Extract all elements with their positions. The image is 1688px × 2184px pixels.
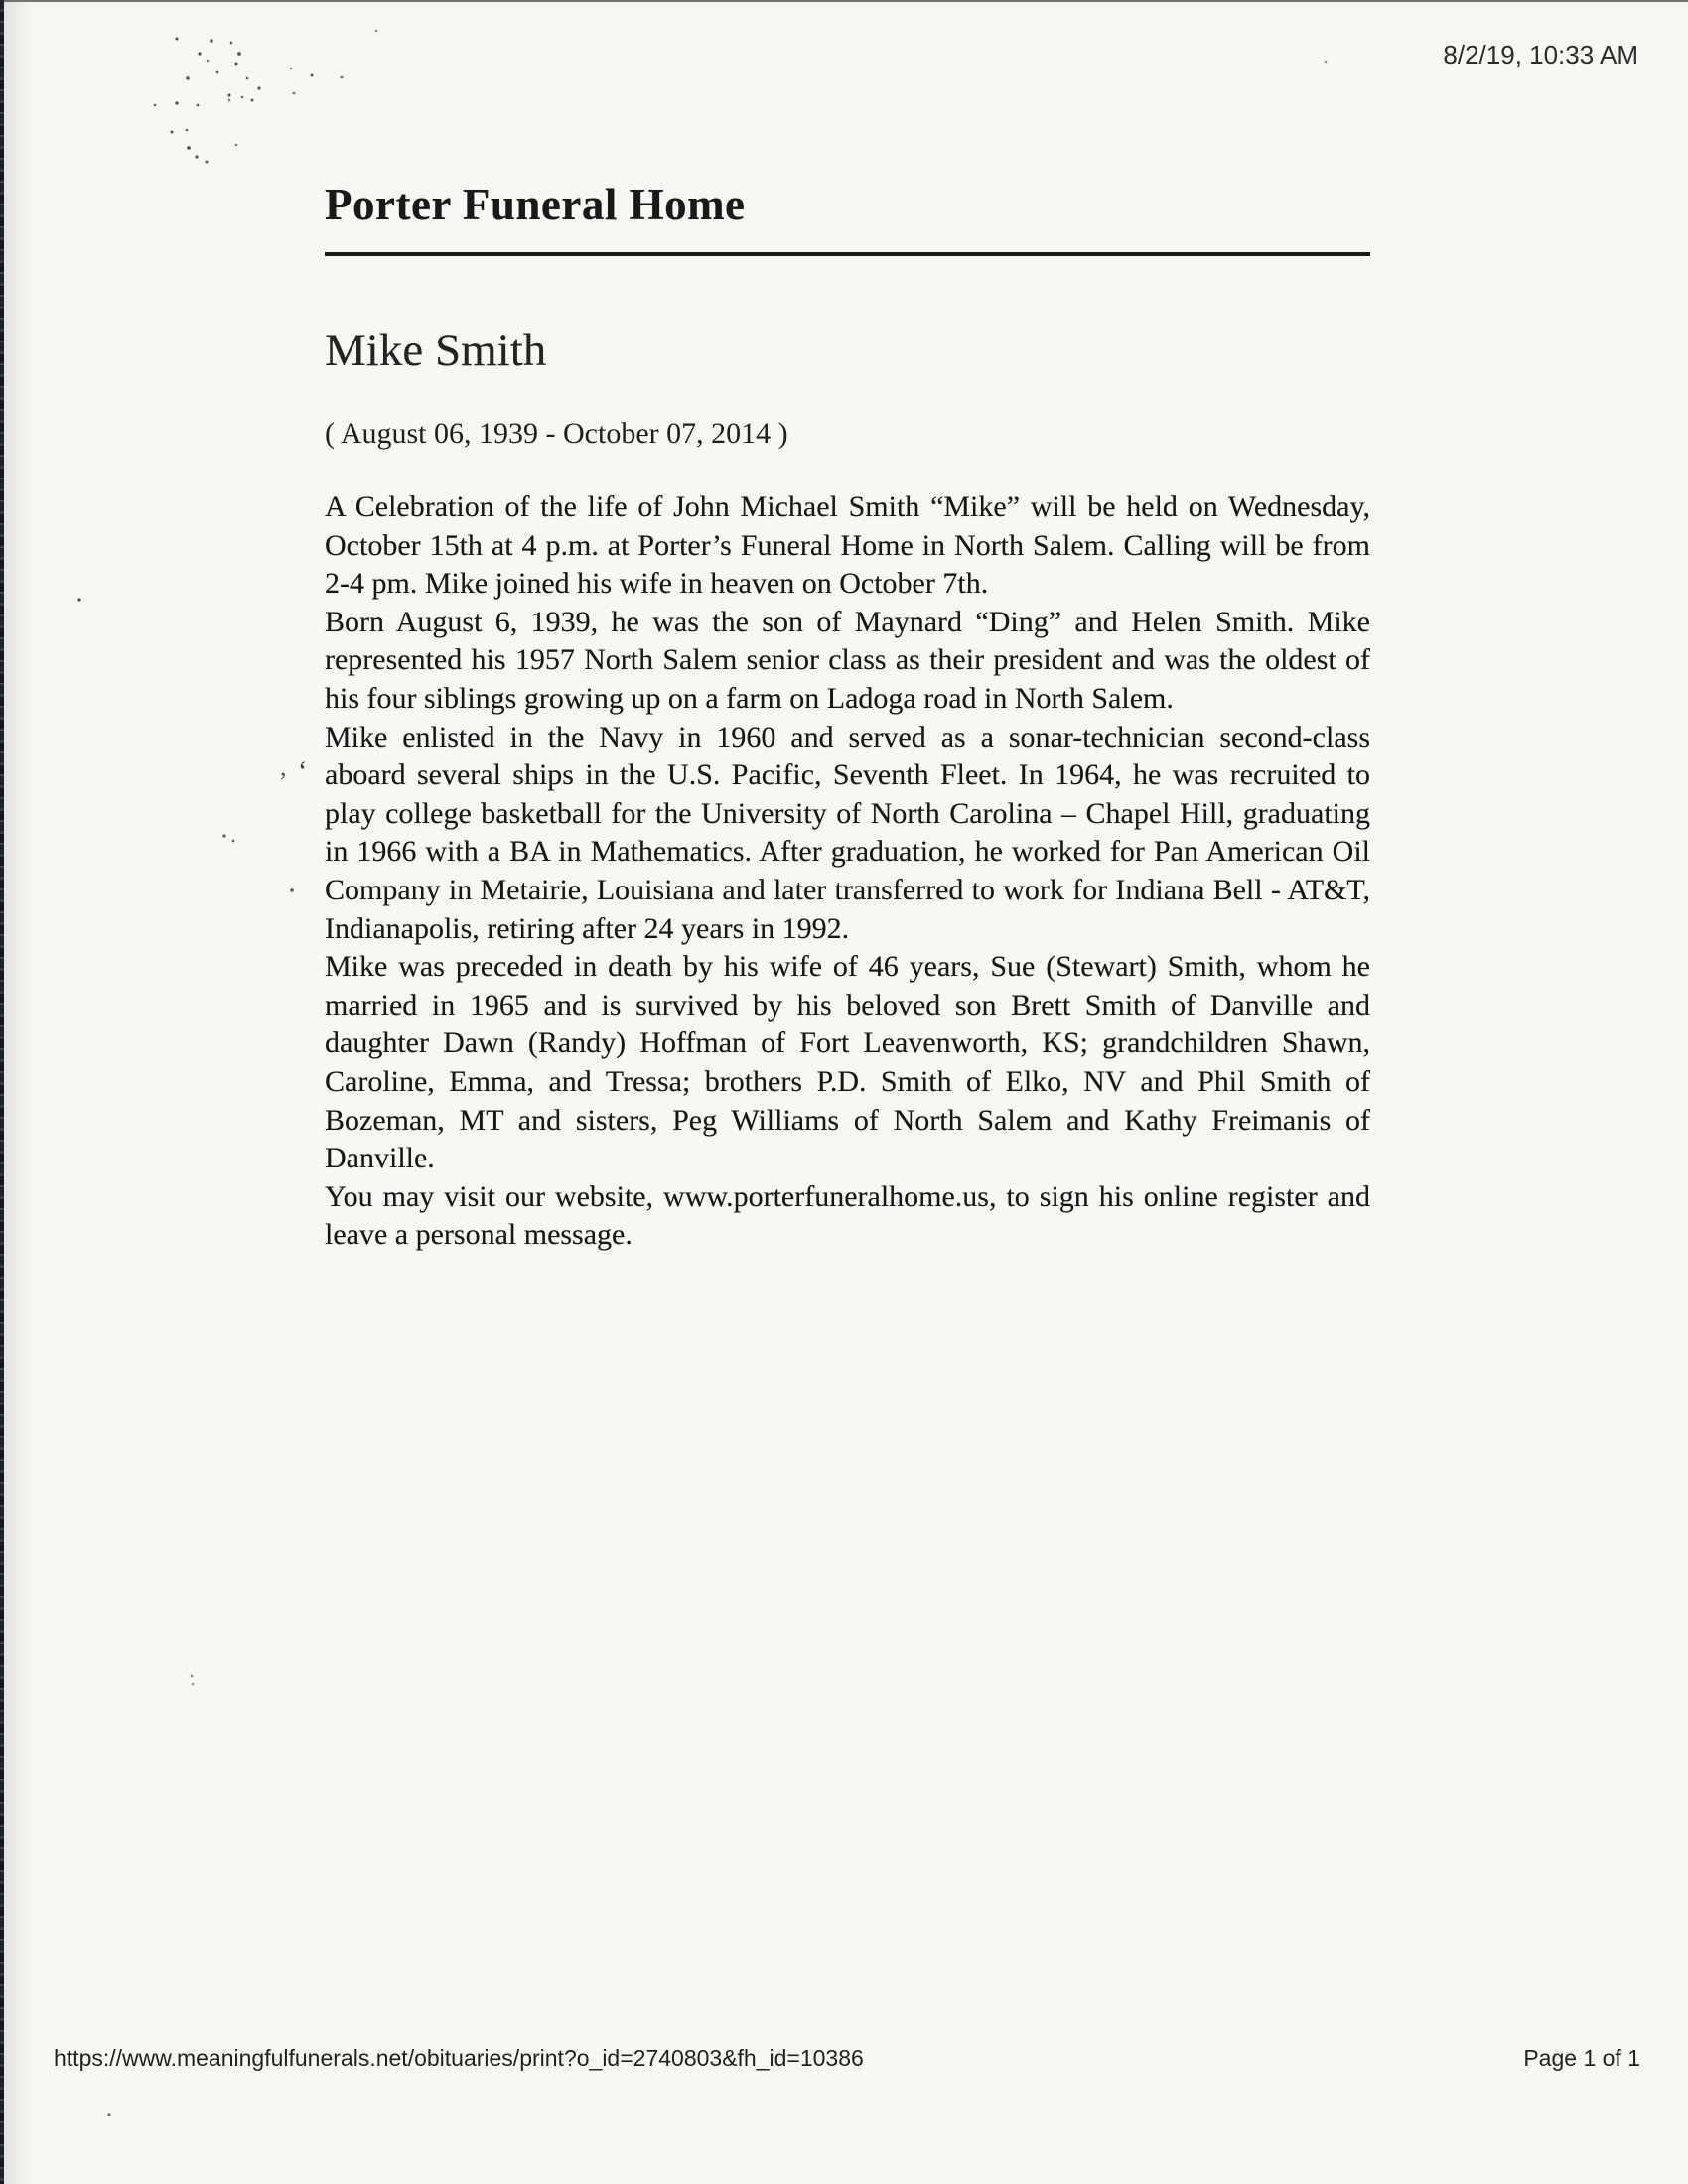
scan-artifact-quote: ‘ [298, 756, 308, 787]
funeral-home-title: Porter Funeral Home [325, 180, 746, 229]
obituary-paragraph: Mike enlisted in the Navy in 1960 and served as a sonar-technician second-class aboard several ships in the U.S. Pacific, Seventh Fleet. In 1964, he was recruited to play college basketball for the University of North Carolina – Chapel Hill, graduating in 1966 with a BA in Mathematics. After graduation, he worked for Pan American Oil Company in Metairie, Louisiana and later transferred to work for Indiana Bell - AT&T, Indianapolis, retiring after 24 years in 1992. [325, 720, 1370, 945]
obituary-paragraph: Mike was preceded in death by his wife of 46 years, Sue (Stewart) Smith, whom he married in 1965 and is survived by his beloved son Brett Smith of Danville and daughter Dawn (Randy) Hoffman of Fort Leavenworth, KS; grandchildren Shawn, Caroline, Emma, and Tressa; brothers P.D. Smith of Elko, NV and Phil Smith of Bozeman, MT and sisters, Peg Williams of North Salem and Kathy Freimanis of Danville. [325, 950, 1370, 1175]
scan-artifact-comma: , [280, 752, 287, 781]
obituary-body [325, 488, 1370, 1255]
print-page-indicator: Page 1 of 1 [1523, 2045, 1640, 2071]
print-timestamp: 8/2/19, 10:33 AM [1443, 40, 1638, 69]
obituary-name: Mike Smith [325, 325, 547, 376]
obituary-paragraph: You may visit our website, www.porterfuneralhome.us, to sign his online register and leave a personal message. [325, 1179, 1370, 1252]
header-divider-rule [325, 252, 1370, 256]
scanner-shadow [4, 0, 34, 2184]
scanner-edge-top [0, 0, 1688, 2]
print-footer-url: https://www.meaningfulfunerals.net/obituaries/print?o_id=2740803&fh_id=10386 [54, 2045, 864, 2071]
scan-dust-speckles [0, 0, 2, 2]
obituary-dates: ( August 06, 1939 - October 07, 2014 ) [325, 417, 788, 450]
obituary-paragraph: Born August 6, 1939, he was the son of Maynard “Ding” and Helen Smith. Mike represented his 1957 North Salem senior class as their president and was the oldest of his four siblings growing up on a farm on Ladoga road in North Salem. [325, 605, 1370, 715]
obituary-paragraph: A Celebration of the life of John Michael Smith “Mike” will be held on Wednesday, October 15th at 4 p.m. at Porter’s Funeral Home in North Salem. Calling will be from 2-4 pm. Mike joined his wife in heaven on October 7th. [325, 490, 1370, 601]
